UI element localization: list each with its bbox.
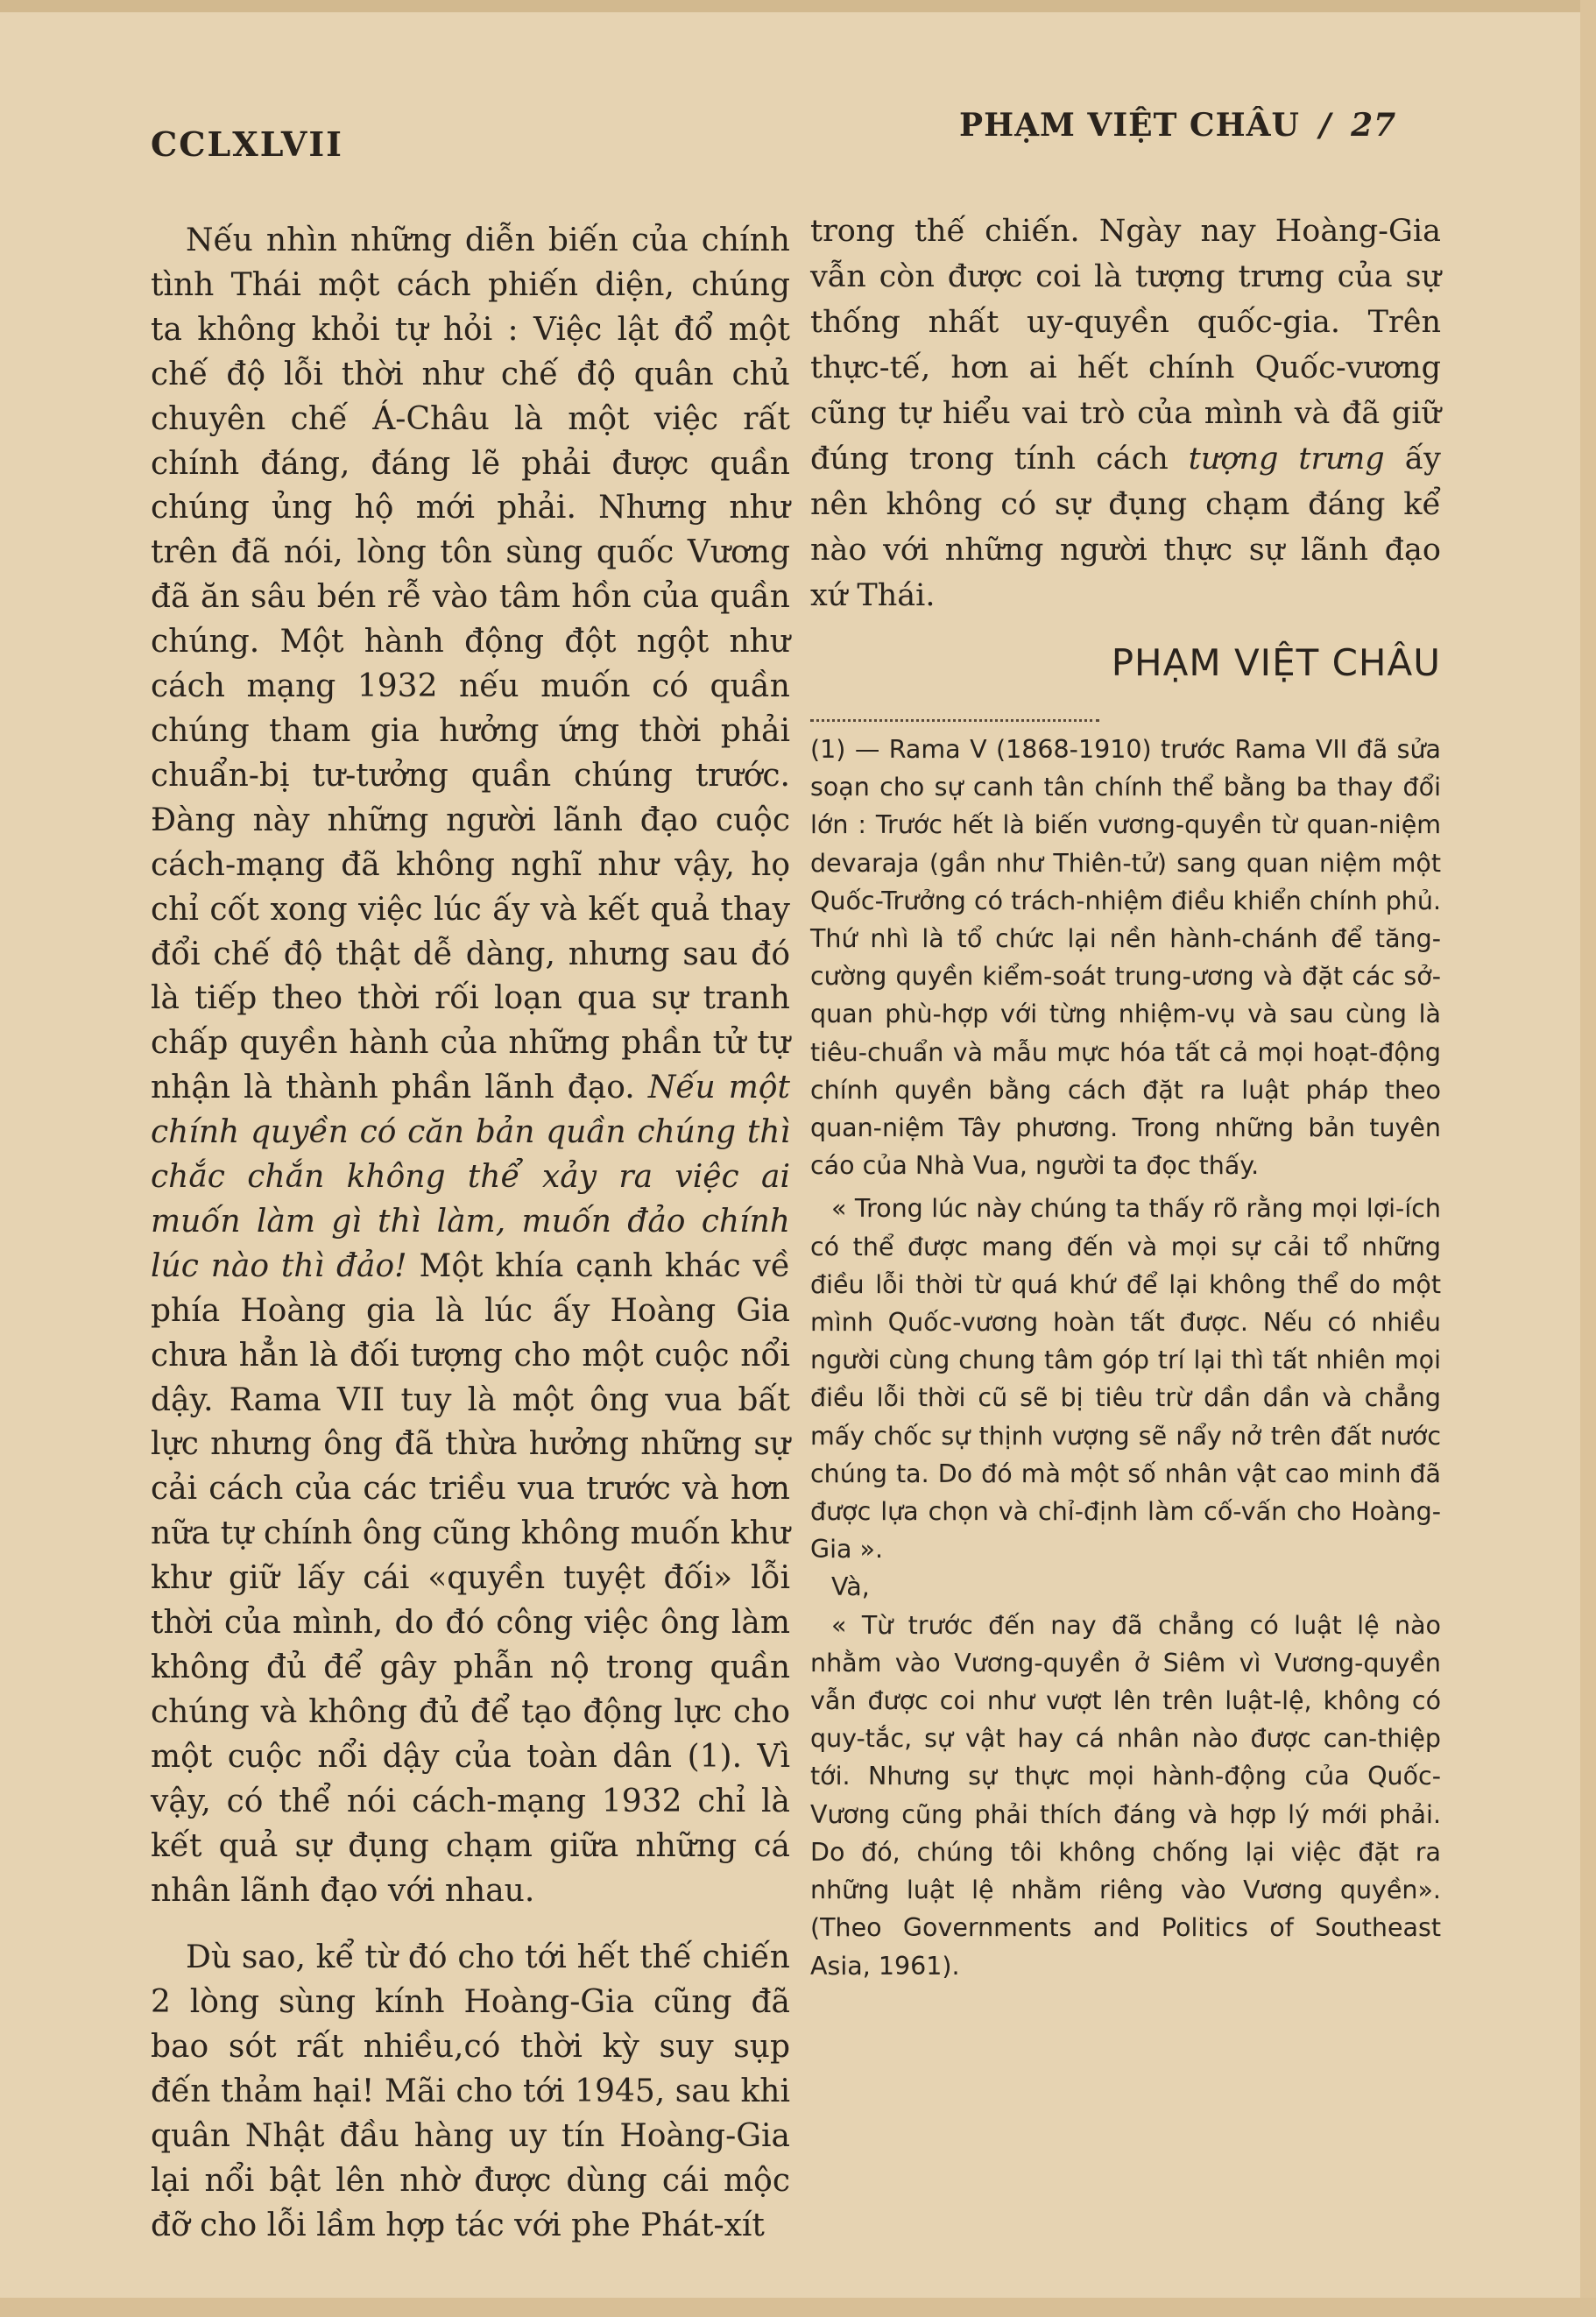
header-separator: / [1318,107,1332,144]
paragraph-text: Một khía cạnh khác về phía Hoàng gia là lúc ấy Hoàng Gia chưa hẳn là đối tượng cho một cuộc nổi dậy. Rama VII tuy là một ông vua bất lực nhưng ông đã thừa hưởng những sự cải cách của các triều vua trước và hơn nữa tự chính ông cũng không muốn khư khư giữ lấy cái «quyền tuyệt đối» lỗi thời của mình, do đó công việc ông làm không đủ để gây phẫn nộ trong quần chúng và không đủ để tạo động lực cho một cuộc nổi dậy của toàn dân (1). Vì vậy, có thể nói cách-mạng 1932 chỉ là kết quả sự đụng chạm giữa những cá nhân lãnh đạo với nhau. [151,1247,791,1909]
page-number: 27 [1351,107,1397,144]
footnotes [810,731,1441,1985]
italic-emphasis: Nếu một chính quyền có căn bản quần chúng thì chắc chắn không thể xảy ra việc ai muốn làm gì thì làm, muốn đảo chính lúc nào thì đảo! [151,1070,791,1284]
paragraph-text: Nếu nhìn những diễn biến của chính tình Thái một cách phiến diện, chúng ta không khỏi tự hỏi : Việc lật đổ một chế độ lỗi thời như chế độ quân chủ chuyên chế Á-Châu là một việc rất chính đáng, đáng lẽ phải được quần chúng ủng hộ mới phải. Nhưng như trên đã nói, lòng tôn sùng quốc Vương đã ăn sâu bén rễ vào tâm hồn của quần chúng. Một hành động đột ngột như cách mạng 1932 nếu muốn có quần chúng tham gia hưởng ứng thời phải chuẩn-bị tư-tưởng quần chúng trước. Đàng này những người lãnh đạo cuộc cách-mạng đã không nghĩ như vậy, họ chỉ cốt xong việc lúc ấy và kết quả thay đổi chế độ thật dễ dàng, nhưng sau đó là tiếp theo thời rối loạn qua sự tranh chấp quyền hành của những phần tử tự nhận là thành phần lãnh đạo. [151,223,790,1106]
paragraph: Dù sao, kể từ đó cho tới hết thế chiến 2 lòng sùng kính Hoàng-Gia cũng đã bao sót rất nhiều,có thời kỳ suy sụp đến thảm hại! Mãi cho tới 1945, sau khi quân Nhật đầu hàng uy tín Hoàng-Gia lại nổi bật lên nhờ được dùng cái mộc đỡ cho lỗi lầm hợp tác với phe Phát-xít [151,1939,790,2243]
page-edge-right [1580,0,1596,2317]
footnote-quote: « Từ trước đến nay đã chẳng có luật lệ nào nhằm vào Vương-quyền ở Siêm vì Vương-quyền vẫn được coi như vượt lên trên luật-lệ, không có quy-tắc, sự vật hay cá nhân nào được can-thiệp tới. Nhưng sự thực mọi hành-động của Quốc-Vương cũng phải thích đáng và hợp lý mới phải. Do đó, chúng tôi không chống lại việc đặt ra những luật lệ nhằm riêng vào Vương quyền». (Theo Governments and Politics of Southeast Asia, 1961). [810,1610,1441,1981]
author-header: PHẠM VIỆT CHÂU [959,107,1300,144]
left-column [151,219,790,2249]
italic-emphasis: tượng trưng [1188,442,1385,477]
paragraph [151,219,790,1913]
page-edge-top [0,0,1596,12]
footnote-divider [810,719,1099,722]
issue-number: CCLXLVII [151,124,343,164]
paragraph [810,208,1441,618]
paragraph-text: ấy nên không có sự đụng chạm đáng kể nào với những người thực sự lãnh đạo xứ Thái. [810,442,1441,613]
footnote-quote: « Trong lúc này chúng ta thấy rõ rằng mọi lợi-ích có thể được mang đến và mọi sự cải tổ những điều lỗi thời từ quá khứ để lại không thể do một mình Quốc-vương hoàn tất được. Nếu có nhiều người cùng chung tâm góp trí lại thì tất nhiên mọi điều lỗi thời cũ sẽ bị tiêu trừ dần dần và chẳng mấy chốc sự thịnh vượng sẽ nẩy nở trên đất nước chúng ta. Do đó mà một số nhân vật cao minh đã được lựa chọn và chỉ-định làm cố-vấn cho Hoàng-Gia ». [810,1194,1441,1565]
right-column [810,208,1441,1985]
footnote-connector: Và, [831,1572,870,1602]
paragraph-text: trong thế chiến. Ngày nay Hoàng-Gia vẫn còn được coi là tượng trưng của sự thống nhất uy-quyền quốc-gia. Trên thực-tế, hơn ai hết chính Quốc-vương cũng tự hiểu vai trò của mình và đã giữ đúng trong tính cách [810,214,1441,477]
page-edge-bottom [0,2298,1596,2317]
author-signature: PHẠM VIỆT CHÂU [1111,641,1441,684]
footnote: (1) — Rama V (1868-1910) trước Rama VII đã sửa soạn cho sự canh tân chính thể bằng ba thay đổi lớn : Trước hết là biến vương-quyền từ quan-niệm devaraja (gần như Thiên-tử) sang quan niệm một Quốc-Trưởng có trách-nhiệm điều khiển chính phủ. Thứ nhì là tổ chức lại nền hành-chánh để tăng-cường quyền kiểm-soát trung-ương và đặt các sở-quan phù-hợp với từng nhiệm-vụ và sau cùng là tiêu-chuẩn và mẫu mực hóa tất cả mọi hoạt-động chính quyền bằng cách đặt ra luật pháp theo quan-niệm Tây phương. Trong những bản tuyên cáo của Nhà Vua, người ta đọc thấy. [810,735,1441,1181]
running-header [959,107,1396,144]
